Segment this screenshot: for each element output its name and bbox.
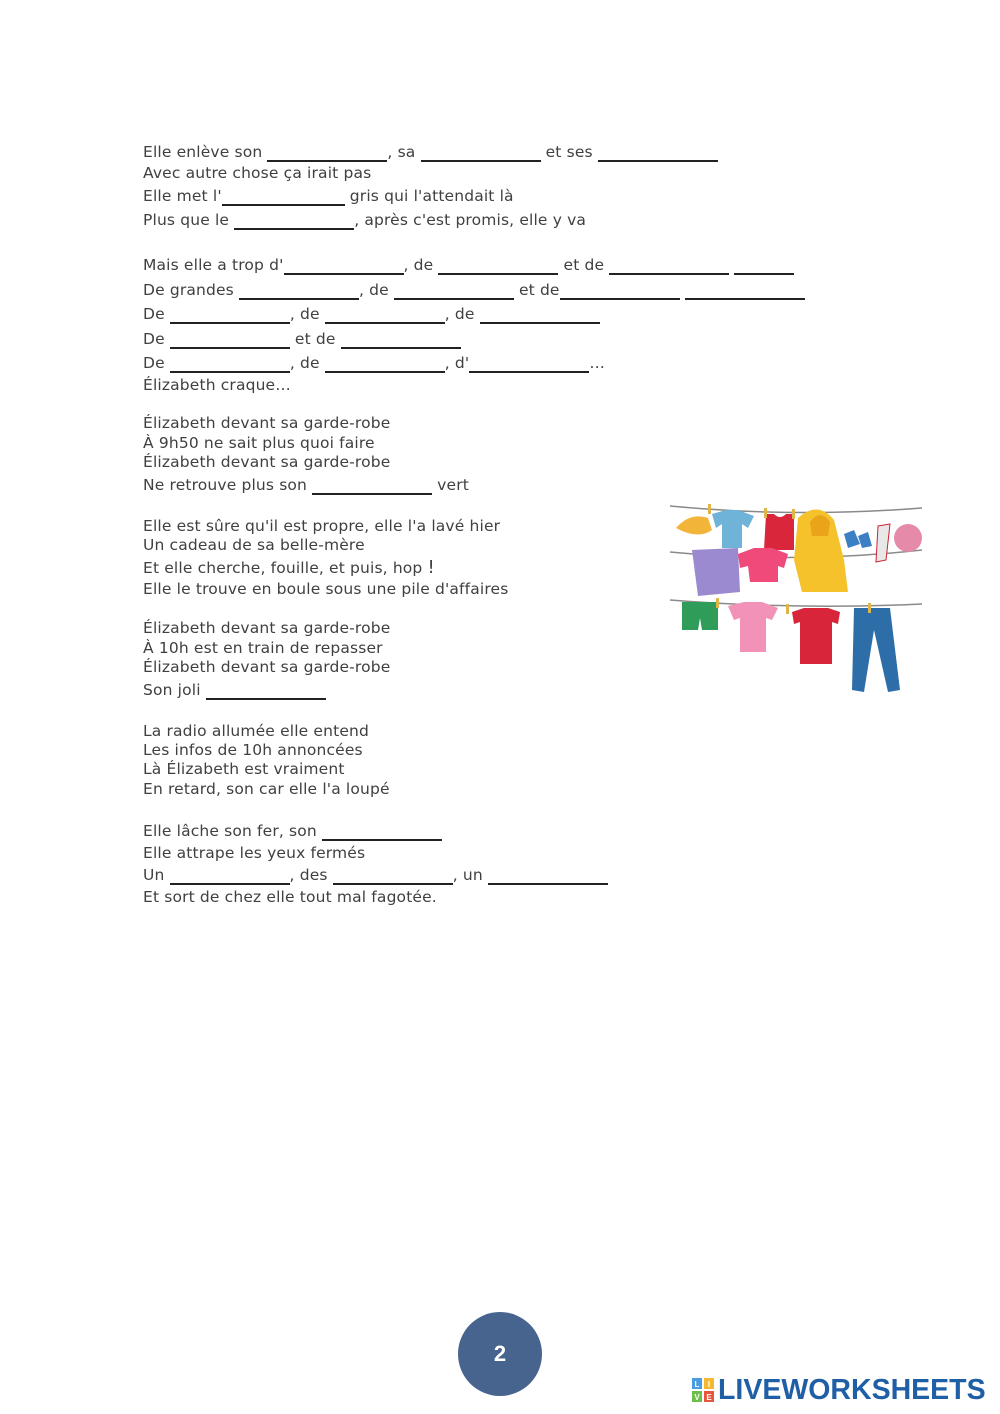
lyric-line: Élizabeth craque… bbox=[143, 376, 291, 394]
answer-blank[interactable] bbox=[234, 210, 354, 230]
lyric-line: Les infos de 10h annoncées bbox=[143, 741, 363, 759]
answer-blank[interactable] bbox=[438, 255, 558, 275]
answer-blank[interactable] bbox=[560, 280, 680, 300]
lyric-line: Un cadeau de sa belle-mère bbox=[143, 536, 365, 554]
pink-shirt-icon bbox=[738, 548, 788, 582]
page-number-badge: 2 bbox=[458, 1312, 542, 1396]
lyric-line: Mais elle a trop d' , de et de bbox=[143, 255, 794, 275]
lyric-line: Avec autre chose ça irait pas bbox=[143, 164, 372, 182]
answer-blank[interactable] bbox=[206, 680, 326, 700]
answer-blank[interactable] bbox=[421, 142, 541, 162]
peg-icon bbox=[708, 504, 711, 514]
logo-letter: V bbox=[694, 1393, 700, 1402]
answer-blank[interactable] bbox=[734, 255, 794, 275]
lyric-line: Elle est sûre qu'il est propre, elle l'a lavé hier bbox=[143, 517, 501, 535]
lyric-line: De , de , d' … bbox=[143, 354, 605, 372]
lyric-line: Plus que le , après c'est promis, elle y va bbox=[143, 211, 587, 229]
answer-blank[interactable] bbox=[325, 304, 445, 324]
lyric-line: En retard, son car elle l'a loupé bbox=[143, 780, 390, 798]
answer-blank[interactable] bbox=[170, 329, 290, 349]
answer-blank[interactable] bbox=[267, 142, 387, 162]
brand-name: LIVEWORKSHEETS bbox=[718, 1373, 986, 1406]
tshirt-icon bbox=[712, 510, 754, 548]
shorts-icon bbox=[682, 602, 718, 630]
lyric-line: Ne retrouve plus son vert bbox=[143, 476, 469, 494]
peg-icon bbox=[868, 603, 871, 613]
cap-icon bbox=[676, 516, 712, 534]
answer-blank[interactable] bbox=[341, 329, 461, 349]
peg-icon bbox=[716, 598, 719, 608]
lyric-line: Là Élizabeth est vraiment bbox=[143, 760, 345, 778]
peg-icon bbox=[764, 508, 767, 518]
lyric-line: De grandes , de et de bbox=[143, 280, 805, 300]
lyric-line: Élizabeth devant sa garde-robe bbox=[143, 414, 391, 432]
answer-blank[interactable] bbox=[609, 255, 729, 275]
answer-blank[interactable] bbox=[322, 821, 442, 841]
lyric-line: Et sort de chez elle tout mal fagotée. bbox=[143, 888, 437, 906]
answer-blank[interactable] bbox=[222, 186, 345, 206]
lyric-line: Elle le trouve en boule sous une pile d'affaires bbox=[143, 580, 509, 598]
answer-blank[interactable] bbox=[469, 353, 589, 373]
liveworksheets-logo bbox=[692, 1374, 986, 1406]
lyric-line: La radio allumée elle entend bbox=[143, 722, 369, 740]
logo-letter: I bbox=[707, 1380, 711, 1389]
answer-blank[interactable] bbox=[312, 475, 432, 495]
answer-blank[interactable] bbox=[170, 304, 290, 324]
answer-blank[interactable] bbox=[685, 280, 805, 300]
lyric-line: Élizabeth devant sa garde-robe bbox=[143, 619, 391, 637]
scarf-icon bbox=[876, 524, 890, 562]
answer-blank[interactable] bbox=[325, 353, 445, 373]
answer-blank[interactable] bbox=[598, 142, 718, 162]
answer-blank[interactable] bbox=[239, 280, 359, 300]
lyric-line: Elle met l' gris qui l'attendait là bbox=[143, 187, 514, 205]
answer-blank[interactable] bbox=[170, 865, 290, 885]
lyric-line: À 10h est en train de repasser bbox=[143, 639, 383, 657]
towel-icon bbox=[692, 548, 740, 596]
lyric-line: Élizabeth devant sa garde-robe bbox=[143, 658, 391, 676]
answer-blank[interactable] bbox=[394, 280, 514, 300]
clothesline-illustration bbox=[668, 500, 924, 696]
lyric-line: À 9h50 ne sait plus quoi faire bbox=[143, 434, 375, 452]
jeans-icon bbox=[852, 608, 900, 692]
red-shirt-icon bbox=[792, 608, 840, 664]
lyric-line: Un , des , un bbox=[143, 865, 608, 885]
answer-blank[interactable] bbox=[488, 865, 608, 885]
liveworksheets-logo-icon bbox=[692, 1378, 714, 1402]
peg-icon bbox=[792, 509, 795, 519]
lyric-line: Élizabeth devant sa garde-robe bbox=[143, 453, 391, 471]
tank-top-icon bbox=[764, 514, 794, 550]
answer-blank[interactable] bbox=[480, 304, 600, 324]
lyric-line: Elle enlève son , sa et ses bbox=[143, 142, 718, 162]
blouse-icon bbox=[728, 602, 778, 652]
answer-blank[interactable] bbox=[333, 865, 453, 885]
logo-letter: E bbox=[706, 1393, 712, 1402]
answer-blank[interactable] bbox=[284, 255, 404, 275]
lyric-line: Et elle cherche, fouille, et puis, hop ! bbox=[143, 557, 435, 578]
peg-icon bbox=[786, 604, 789, 614]
lyric-line: De , de , de bbox=[143, 304, 600, 324]
beanie-icon bbox=[894, 524, 922, 552]
lyric-line: Son joli bbox=[143, 680, 326, 700]
gloves-icon bbox=[844, 530, 872, 548]
lyric-line: Elle lâche son fer, son bbox=[143, 821, 442, 841]
lyric-line: De et de bbox=[143, 329, 461, 349]
lyric-line: Elle attrape les yeux fermés bbox=[143, 844, 366, 862]
answer-blank[interactable] bbox=[170, 353, 290, 373]
rope-line bbox=[670, 506, 922, 513]
logo-letter: L bbox=[694, 1380, 700, 1389]
